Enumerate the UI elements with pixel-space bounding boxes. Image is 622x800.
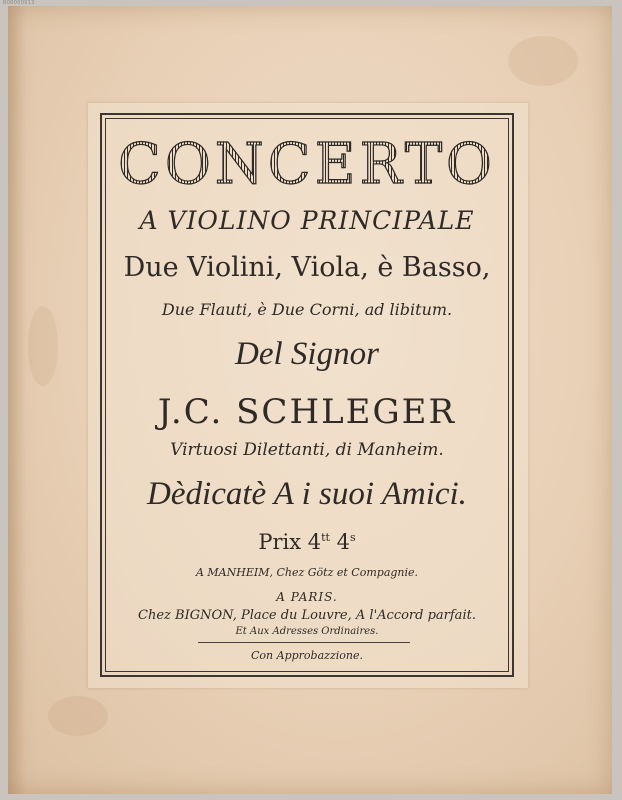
composer-name: J.C. SCHLEGER (157, 392, 457, 432)
page-title: CONCERTO (100, 132, 514, 197)
price-unit-sous: s (350, 531, 356, 544)
subtitle: A VIOLINO PRINCIPALE (139, 206, 475, 235)
approbation-line: Con Approbazzione. (251, 649, 363, 662)
price-sous: 4 (329, 530, 350, 554)
dedication-line: Dèdicatè A i suoi Amici. (147, 476, 467, 512)
paris-heading: A PARIS. (276, 590, 338, 604)
divider-rule (198, 642, 410, 643)
paper-stain (28, 306, 58, 386)
del-signor-line: Del Signor (235, 336, 379, 372)
bignon-publisher: Chez BIGNON, Place du Louvre, A l'Accord parfait. (138, 608, 476, 623)
instrumentation: Due Violini, Viola, è Basso, (123, 252, 491, 283)
price-unit-livres: tt (321, 531, 330, 544)
paper-stain (48, 696, 108, 736)
ad-libitum-line: Due Flauti, è Due Corni, ad libitum. (161, 300, 453, 319)
price-text: Prix 4 (258, 530, 322, 554)
manheim-publisher: A MANHEIM, Chez Götz et Compagnie. (195, 566, 419, 579)
price-line (100, 530, 514, 554)
paper-stain (508, 36, 578, 86)
adresses-line: Et Aux Adresses Ordinaires. (235, 626, 379, 637)
archive-id-label: R00000913 (3, 0, 35, 6)
virtuosi-line: Virtuosi Dilettanti, di Manheim. (170, 440, 444, 460)
